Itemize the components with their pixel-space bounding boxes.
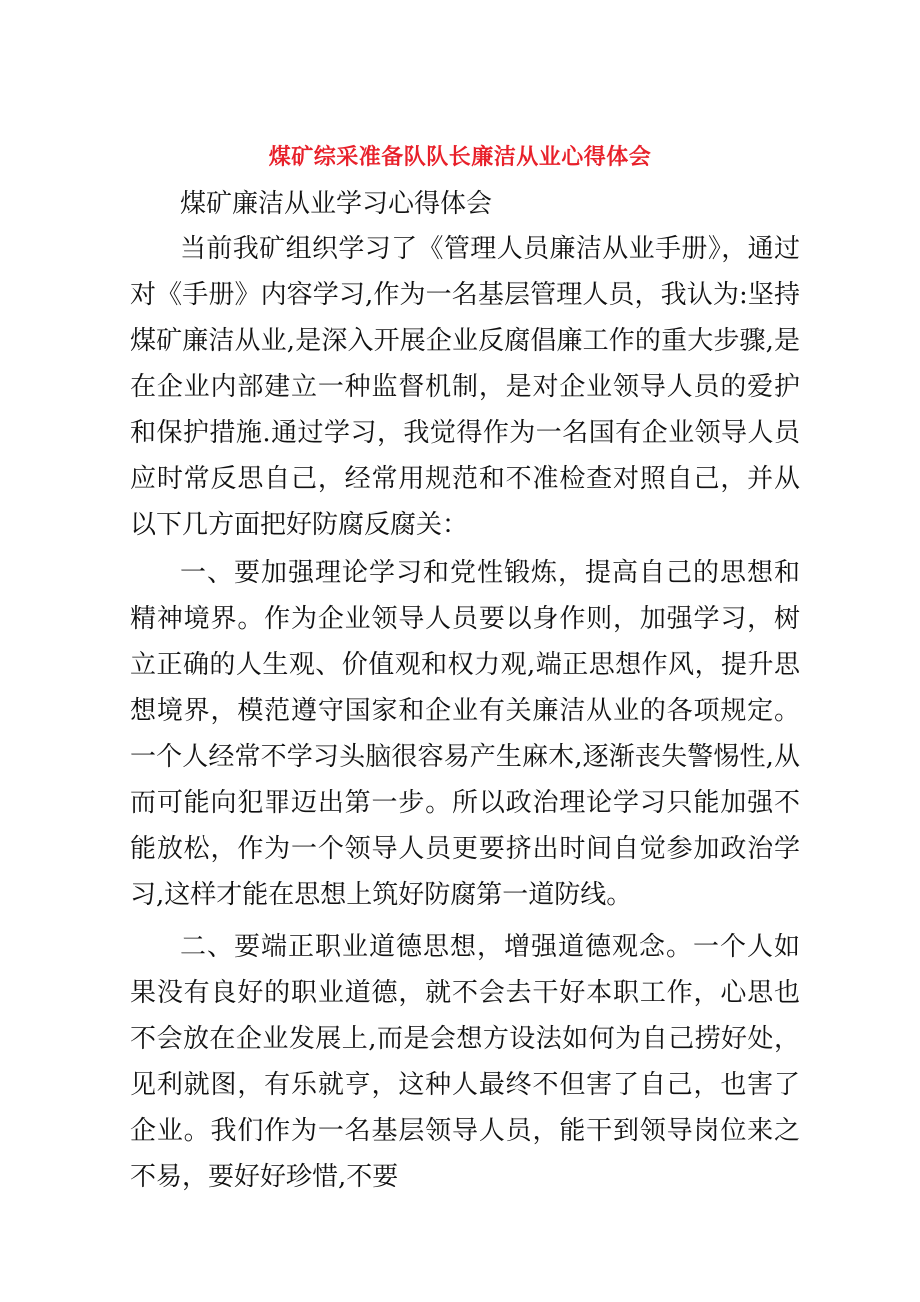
paragraph-point-one: 一、要加强理论学习和党性锻炼，提高自己的思想和精神境界。作为企业领导人员要以身作则，加强学习，树立正确的人生观、价值观和权力观,端正思想作风，提升思想境界，模范遵守国家和企业有关廉洁从业的各项规定。一个人经常不学习头脑很容易产生麻木,逐渐丧失警惕性,从而可能向犯罪迈出第一步。所以政治理论学习只能加强不能放松，作为一个领导人员更要挤出时间自觉参加政治学习,这样才能在思想上筑好防腐第一道防线。: [130, 558, 800, 910]
document-subtitle: 煤矿廉洁从业学习心得体会: [180, 189, 493, 219]
paragraph-intro: 当前我矿组织学习了《管理人员廉洁从业手册》，通过对《手册》内容学习,作为一名基层管理人员，我认为:坚持煤矿廉洁从业,是深入开展企业反腐倡廉工作的重大步骤,是在企业内部建立一种监督机制，是对企业领导人员的爱护和保护措施.通过学习，我觉得作为一名国有企业领导人员应时常反思自己，经常用规范和不准检查对照自己，并从以下几方面把好防腐反腐关：: [130, 234, 800, 540]
paragraph-point-two: 二、要端正职业道德思想，增强道德观念。一个人如果没有良好的职业道德，就不会去干好本职工作，心思也不会放在企业发展上,而是会想方设法如何为自己捞好处，见利就图，有乐就亨，这种人最终不但害了自己，也害了企业。我们作为一名基层领导人员，能干到领导岗位来之不易，要好好珍惜,不要: [130, 932, 800, 1192]
document-title: 煤矿综采准备队队长廉洁从业心得体会: [268, 145, 652, 170]
